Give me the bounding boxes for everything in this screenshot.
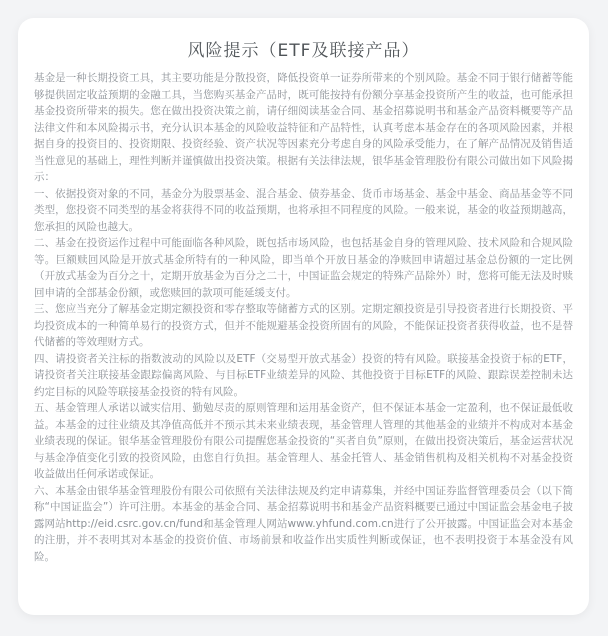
risk-item-5: 五、基金管理人承诺以诚实信用、勤勉尽责的原则管理和运用基金资产，但不保证本基金一定盈利，也不保证最低收益。本基金的过往业绩及其净值高低并不预示其未来业绩表现，基金管理人管理的其他基金的业绩并不构成对本基金业绩表现的保证。银华基金管理股份有限公司提醒您基金投资的“买者自负”原则，在做出投资决策后，基金运营状况与基金净值变化引致的投资风险，由您自行负担。基金管理人、基金托管人、基金销售机构及相关机构不对基金投资收益做出任何承诺或保证。 bbox=[34, 402, 573, 480]
risk-item-3: 三、您应当充分了解基金定期定额投资和零存整取等储蓄方式的区别。定期定额投资是引导投资者进行长期投资、平均投资成本的一种简单易行的投资方式，但并不能规避基金投资所固有的风险，不能保证投资者获得收益，也不是替代储蓄的等效理财方式。 bbox=[34, 303, 573, 348]
risk-item-4: 四、请投资者关注标的指数波动的风险以及ETF（交易型开放式基金）投资的特有风险。联接基金投资于标的ETF，请投资者关注联接基金跟踪偏离风险、与目标ETF业绩差异的风险、其他投资于目标ETF的风险、跟踪误差控制未达约定目标的风险等联接基金投资的特有风险。 bbox=[34, 352, 573, 398]
risk-item-1: 一、依据投资对象的不同，基金分为股票基金、混合基金、债券基金、货币市场基金、基金中基金、商品基金等不同类型，您投资不同类型的基金将获得不同的收益预期，也将承担不同程度的风险。一般来说，基金的收益预期越高，您承担的风险也越大。 bbox=[34, 187, 573, 233]
disclosure-text[interactable] bbox=[34, 70, 573, 565]
risk-item-6: 六、本基金由银华基金管理股份有限公司依照有关法律法规及约定申请募集，并经中国证券监督管理委员会（以下简称“中国证监会”）许可注册。本基金的基金合同、基金招募说明书和基金产品资料概要已通过中国证监会基金电子披露网站http://eid.csrc.gov.cn/fund和基金管理人网站www.yhfund.com.cn进行了公开披露。中国证监会对本基金的注册，并不表明其对本基金的投资价值、市场前景和收益作出实质性判断或保证，也不表明投资于本基金没有风险。 bbox=[34, 484, 573, 563]
intro-paragraph: 基金是一种长期投资工具，其主要功能是分散投资，降低投资单一证券所带来的个别风险。基金不同于银行储蓄等能够提供固定收益预期的金融工具，当您购买基金产品时，既可能按持有份额分享基金投资所产生的收益，也可能承担基金投资所带来的损失。您在做出投资决策之前，请仔细阅读基金合同、基金招募说明书和基金产品资料概要等产品法律文件和本风险揭示书，充分认识本基金的风险收益特征和产品特性，认真考虑本基金存在的各项风险因素，并根据自身的投资目的、投资期限、投资经验、资产状况等因素充分考虑自身的风险承受能力，在了解产品情况及销售适当性意见的基础上，理性判断并谨慎做出投资决策。根据有关法律法规，银华基金管理股份有限公司做出如下风险揭示： bbox=[34, 72, 573, 183]
risk-item-2: 二、基金在投资运作过程中可能面临各种风险，既包括市场风险，也包括基金自身的管理风险、技术风险和合规风险等。巨额赎回风险是开放式基金所特有的一种风险，即当单个开放日基金的净赎回申请超过基金总份额的一定比例（开放式基金为百分之十，定期开放基金为百分之二十，中国证监会规定的特殊产品除外）时，您将可能无法及时赎回申请的全部基金份额，或您赎回的款项可能延缓支付。 bbox=[34, 237, 573, 299]
page-title: 风险提示（ETF及联接产品） bbox=[187, 41, 420, 61]
risk-disclosure-card[interactable] bbox=[18, 18, 589, 615]
